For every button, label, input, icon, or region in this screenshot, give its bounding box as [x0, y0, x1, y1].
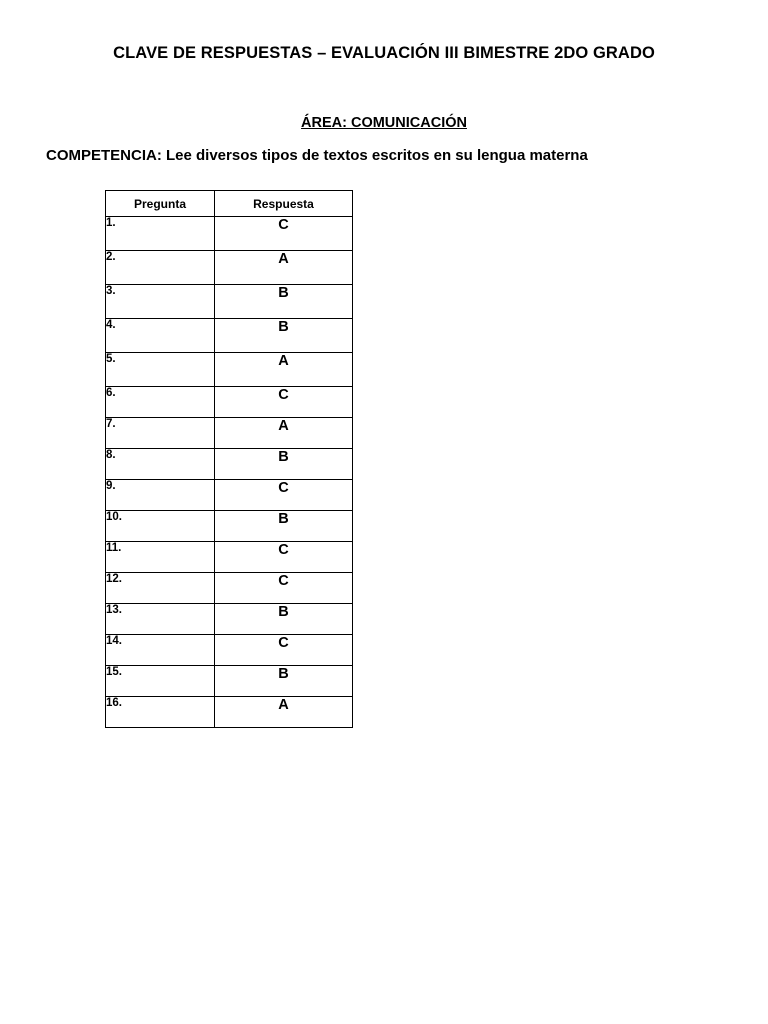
answer-value: C: [215, 573, 353, 604]
table-row: [106, 285, 353, 319]
table-row: [106, 542, 353, 573]
table-row: [106, 666, 353, 697]
table-row: [106, 604, 353, 635]
question-number: 13.: [106, 604, 215, 635]
question-number: 9.: [106, 480, 215, 511]
question-number: 4.: [106, 319, 215, 353]
question-number: 8.: [106, 449, 215, 480]
question-number: 5.: [106, 353, 215, 387]
table-row: [106, 449, 353, 480]
question-number: 12.: [106, 573, 215, 604]
question-number: 6.: [106, 387, 215, 418]
answer-value: B: [215, 449, 353, 480]
answer-value: C: [215, 480, 353, 511]
question-number: 2.: [106, 251, 215, 285]
answer-value: C: [215, 542, 353, 573]
answer-value: B: [215, 666, 353, 697]
answer-value: C: [215, 635, 353, 666]
question-number: 7.: [106, 418, 215, 449]
answer-column-header: Respuesta: [215, 191, 353, 217]
answer-value: B: [215, 319, 353, 353]
answer-value: C: [215, 387, 353, 418]
answer-value: A: [215, 353, 353, 387]
answer-value: B: [215, 285, 353, 319]
answer-value: A: [215, 418, 353, 449]
answer-key-table: [105, 190, 353, 728]
table-header-row: [106, 191, 353, 217]
area-heading: ÁREA: COMUNICACIÓN: [301, 115, 467, 131]
table-row: [106, 217, 353, 251]
question-number: 14.: [106, 635, 215, 666]
answer-value: B: [215, 511, 353, 542]
question-number: 10.: [106, 511, 215, 542]
question-number: 3.: [106, 285, 215, 319]
answer-value: B: [215, 604, 353, 635]
answer-value: A: [215, 697, 353, 728]
table-row: [106, 511, 353, 542]
question-number: 1.: [106, 217, 215, 251]
document-title: CLAVE DE RESPUESTAS – EVALUACIÓN III BIMESTRE 2DO GRADO: [113, 44, 655, 62]
answer-value: A: [215, 251, 353, 285]
question-number: 11.: [106, 542, 215, 573]
table-row: [106, 573, 353, 604]
table-row: [106, 251, 353, 285]
question-column-header: Pregunta: [106, 191, 215, 217]
competency-statement: COMPETENCIA: Lee diversos tipos de textos escritos en su lengua materna: [46, 147, 588, 164]
question-number: 15.: [106, 666, 215, 697]
table-row: [106, 319, 353, 353]
table-row: [106, 635, 353, 666]
table-row: [106, 353, 353, 387]
table-row: [106, 480, 353, 511]
table-row: [106, 387, 353, 418]
question-number: 16.: [106, 697, 215, 728]
answer-value: C: [215, 217, 353, 251]
table-row: [106, 697, 353, 728]
table-row: [106, 418, 353, 449]
